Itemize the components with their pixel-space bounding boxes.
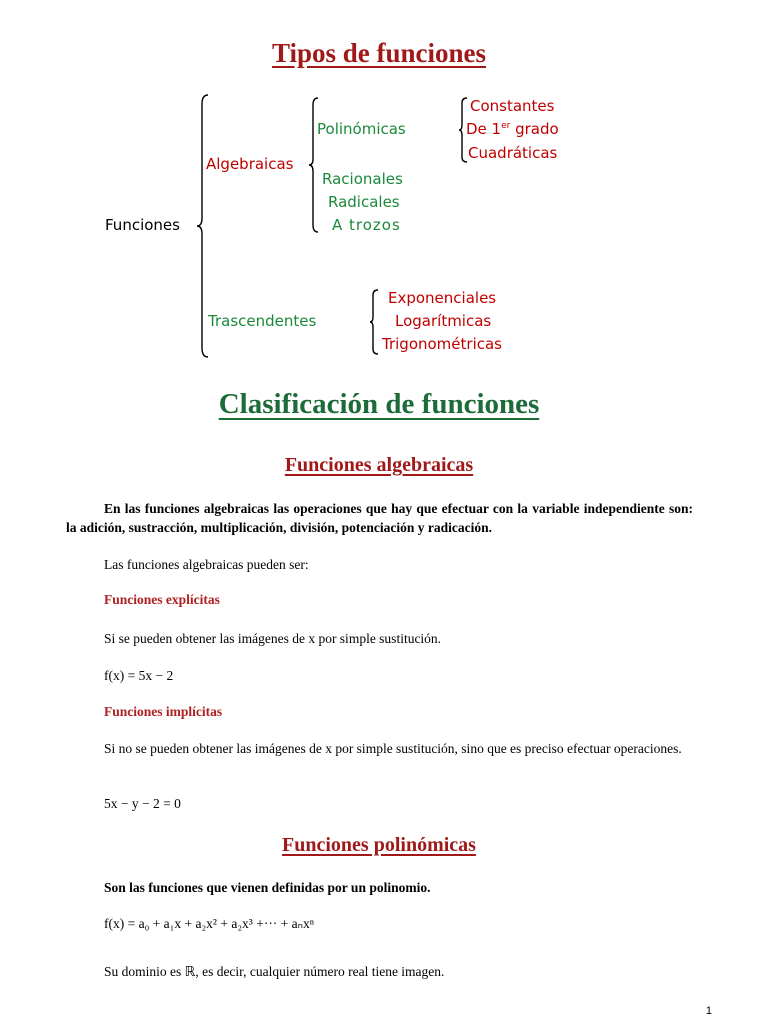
- polinomicas-dominio: Su dominio es ℝ, es decir, cualquier número real tiene imagen.: [104, 964, 445, 979]
- page-number: 1: [705, 1005, 712, 1017]
- trascendentes-brace: [369, 289, 380, 355]
- explicitas-formula: f(x) = 5x − 2: [104, 668, 174, 683]
- algebraicas-intro: En las funciones algebraicas las operaciones que hay que efectuar con la variable independiente son: la adición, sustracción, multiplicación, división, potenciación y radicación.: [66, 501, 693, 535]
- explicitas-text: Si se pueden obtener las imágenes de x por simple sustitución.: [104, 631, 442, 646]
- algebraicas-heading: Funciones algebraicas: [284, 454, 474, 476]
- tree-root-label: Funciones: [105, 216, 180, 234]
- explicitas-heading: Funciones explícitas: [104, 592, 220, 607]
- implicitas-formula: 5x − y − 2 = 0: [104, 796, 181, 811]
- polinomicas-formula: f(x) = a₀ + a₁x + a₂x² + a₂x³ +··· + aₙxⁿ: [104, 916, 315, 931]
- tree-cuadraticas-label: Cuadráticas: [468, 144, 558, 162]
- tree-a-trozos-label: A trozos: [332, 216, 401, 234]
- classification-title: Clasificación de funciones: [218, 388, 540, 420]
- tree-trigonometricas-label: Trigonométricas: [382, 335, 502, 353]
- tree-constantes-label: Constantes: [470, 97, 555, 115]
- implicitas-text: Si no se pueden obtener las imágenes de x por simple sustitución, sino que es preciso efectuar operaciones.: [104, 741, 682, 756]
- tree-logaritmicas-label: Logarítmicas: [395, 312, 492, 330]
- polinomicas-intro: Son las funciones que vienen definidas por un polinomio.: [104, 880, 431, 895]
- algebraicas-brace: [308, 97, 320, 233]
- polinomicas-heading: Funciones polinómicas: [282, 834, 476, 856]
- page-title: Tipos de funciones: [271, 38, 487, 68]
- tree-exponenciales-label: Exponenciales: [388, 289, 497, 307]
- tree-polinomicas-label: Polinómicas: [317, 120, 406, 138]
- tree-radicales-label: Radicales: [328, 193, 400, 211]
- tree-racionales-label: Racionales: [322, 170, 403, 188]
- algebraicas-pueden-ser: Las funciones algebraicas pueden ser:: [104, 557, 309, 572]
- implicitas-heading: Funciones implícitas: [104, 704, 223, 719]
- tree-primer-grado-label: De 1er grado: [466, 120, 559, 138]
- tree-algebraicas-label: Algebraicas: [206, 155, 294, 173]
- tree-trascendentes-label: Trascendentes: [208, 312, 317, 330]
